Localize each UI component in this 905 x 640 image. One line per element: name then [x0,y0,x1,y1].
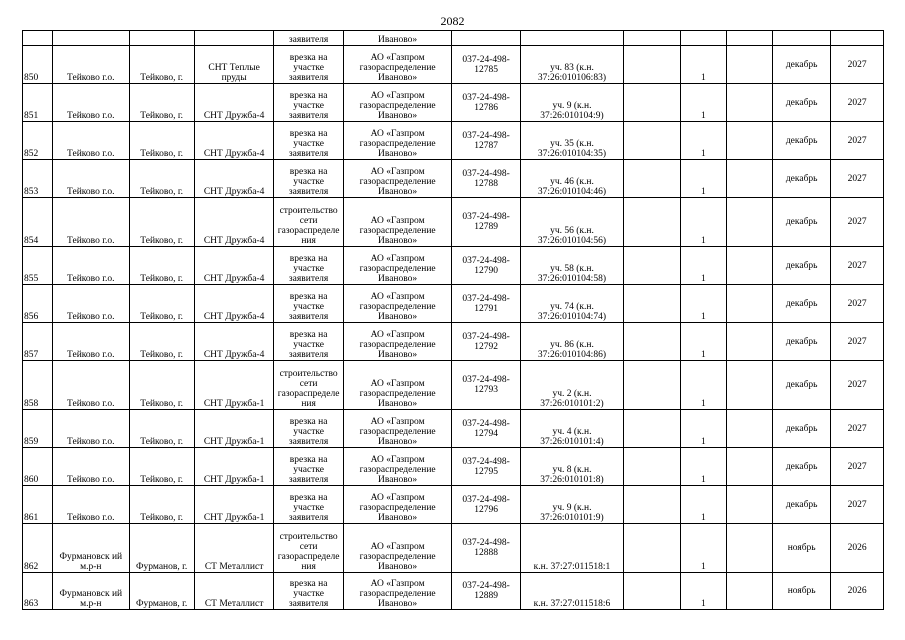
cell-plot: уч. 35 (к.н. 37:26:010104:35) [520,122,623,160]
cell-code: 037-24-498-12789 [452,198,520,247]
cell-empty [726,410,773,448]
cell-locality: Тейково, г. [129,486,194,524]
cell-municipality: Тейково г.о. [53,285,130,323]
cell-work-type: заявителя [274,31,343,46]
cell-municipality: Тейково г.о. [53,410,130,448]
page-number: 2082 [440,14,465,28]
table-row [23,198,884,247]
table-row [23,46,884,84]
cell-work-type: врезка на участке заявителя [274,323,343,361]
cell-organization: АО «Газпром газораспределение Иваново» [343,247,452,285]
cell-empty [726,486,773,524]
cell-month: декабрь [773,46,831,84]
cell-code: 037-24-498-12788 [452,160,520,198]
cell-plot: уч. 83 (к.н. 37:26:010106:83) [520,46,623,84]
cell-count: 1 [681,285,727,323]
cell-month: декабрь [773,84,831,122]
cell-number: 850 [23,46,53,84]
cell-code: 037-24-498-12793 [452,361,520,410]
cell-empty [726,46,773,84]
cell-year: 2027 [831,122,884,160]
cell-empty [726,573,773,610]
cell-empty [624,323,681,361]
cell-code: 037-24-498-12786 [452,84,520,122]
cell-plot: уч. 86 (к.н. 37:26:010104:86) [520,323,623,361]
cell-locality: Тейково, г. [129,361,194,410]
cell-empty [726,285,773,323]
cell-organization: АО «Газпром газораспределение Иваново» [343,84,452,122]
cell-count: 1 [681,573,727,610]
table-row [23,361,884,410]
cell-locality: Тейково, г. [129,84,194,122]
cell-organization: АО «Газпром газораспределение Иваново» [343,122,452,160]
cell-object: СТ Металлист [194,524,274,573]
cell-municipality: Фурмановск ий м.р-н [53,573,130,610]
cell-month: декабрь [773,323,831,361]
cell-count: 1 [681,486,727,524]
cell-code: 037-24-498-12791 [452,285,520,323]
cell-organization: АО «Газпром газораспределение Иваново» [343,46,452,84]
cell-year: 2027 [831,361,884,410]
cell-empty [726,160,773,198]
cell-organization: АО «Газпром газораспределение Иваново» [343,410,452,448]
table-row [23,573,884,610]
cell-empty [624,361,681,410]
cell-number: 854 [23,198,53,247]
cell-month: декабрь [773,285,831,323]
cell-count: 1 [681,46,727,84]
cell-month: декабрь [773,448,831,486]
cell-count: 1 [681,84,727,122]
cell-empty [624,448,681,486]
cell-code: 037-24-498-12796 [452,486,520,524]
cell-locality: Тейково, г. [129,122,194,160]
table-row [23,122,884,160]
cell-empty [726,361,773,410]
cell-empty [726,323,773,361]
cell-work-type: врезка на участке заявителя [274,247,343,285]
cell-year: 2026 [831,573,884,610]
cell-empty [726,247,773,285]
registry-table [22,30,884,610]
cell-work-type: врезка на участке заявителя [274,573,343,610]
cell-plot: уч. 74 (к.н. 37:26:010104:74) [520,285,623,323]
cell-year: 2027 [831,448,884,486]
cell-month: ноябрь [773,524,831,573]
cell-locality: Тейково, г. [129,160,194,198]
cell-work-type: врезка на участке заявителя [274,122,343,160]
cell-plot: уч. 58 (к.н. 37:26:010104:58) [520,247,623,285]
cell-empty [624,486,681,524]
table-row [23,323,884,361]
cell-organization: АО «Газпром газораспределение Иваново» [343,448,452,486]
cell-number: 852 [23,122,53,160]
cell-empty [726,122,773,160]
cell-count: 1 [681,448,727,486]
cell-month: декабрь [773,486,831,524]
cell-code: 037-24-498-12790 [452,247,520,285]
cell-plot: уч. 2 (к.н. 37:26:010101:2) [520,361,623,410]
cell-number: 860 [23,448,53,486]
cell-empty [624,573,681,610]
cell-work-type: врезка на участке заявителя [274,410,343,448]
cell-plot: уч. 4 (к.н. 37:26:010101:4) [520,410,623,448]
cell-work-type: врезка на участке заявителя [274,448,343,486]
cell-year: 2027 [831,323,884,361]
cell-object: СНТ Дружба-1 [194,410,274,448]
cell-municipality: Тейково г.о. [53,84,130,122]
cell-municipality: Тейково г.о. [53,486,130,524]
cell-empty [624,122,681,160]
cell-municipality: Тейково г.о. [53,198,130,247]
cell-year: 2027 [831,486,884,524]
cell-object: СНТ Дружба-4 [194,84,274,122]
cell-empty [726,448,773,486]
table-row [23,448,884,486]
cell-code: 037-24-498-12889 [452,573,520,610]
cell-object: СНТ Теплые пруды [194,46,274,84]
cell-organization: АО «Газпром газораспределение Иваново» [343,524,452,573]
cell-work-type: врезка на участке заявителя [274,46,343,84]
cell-code: 037-24-498-12795 [452,448,520,486]
cell-empty [624,84,681,122]
cell-municipality: Тейково г.о. [53,247,130,285]
cell-code: 037-24-498-12787 [452,122,520,160]
cell-organization: АО «Газпром газораспределение Иваново» [343,573,452,610]
cell-work-type: строительство сети газораспределе ния [274,524,343,573]
cell-month: декабрь [773,160,831,198]
cell-empty [726,524,773,573]
cell-plot: уч. 9 (к.н. 37:26:010104:9) [520,84,623,122]
cell-month: декабрь [773,247,831,285]
cell-year: 2027 [831,84,884,122]
cell-municipality: Тейково г.о. [53,448,130,486]
cell-number: 855 [23,247,53,285]
cell-count: 1 [681,198,727,247]
cell-locality: Тейково, г. [129,198,194,247]
cell-month: декабрь [773,361,831,410]
table-row [23,160,884,198]
cell-year: 2026 [831,524,884,573]
cell-month: ноябрь [773,573,831,610]
cell-number: 858 [23,361,53,410]
cell-empty [726,198,773,247]
cell-locality: Фурманов, г. [129,573,194,610]
cell-object: СНТ Дружба-4 [194,285,274,323]
cell-count: 1 [681,247,727,285]
cell-empty [624,46,681,84]
cell-plot: уч. 56 (к.н. 37:26:010104:56) [520,198,623,247]
cell-empty [726,84,773,122]
cell-empty [624,524,681,573]
cell-work-type: строительство сети газораспределе ния [274,198,343,247]
cell-organization: АО «Газпром газораспределение Иваново» [343,323,452,361]
cell-month: декабрь [773,410,831,448]
cell-object: СНТ Дружба-1 [194,486,274,524]
cell-plot: уч. 46 (к.н. 37:26:010104:46) [520,160,623,198]
cell-plot: уч. 9 (к.н. 37:26:010101:9) [520,486,623,524]
cell-organization: АО «Газпром газораспределение Иваново» [343,160,452,198]
cell-municipality: Фурмановск ий м.р-н [53,524,130,573]
cell-number: 853 [23,160,53,198]
cell-object: СНТ Дружба-4 [194,323,274,361]
cell-locality: Тейково, г. [129,285,194,323]
cell-locality: Тейково, г. [129,247,194,285]
cell-count: 1 [681,361,727,410]
cell-organization: АО «Газпром газораспределение Иваново» [343,486,452,524]
cell-work-type: врезка на участке заявителя [274,84,343,122]
table-row [23,486,884,524]
cell-organization: АО «Газпром газораспределение Иваново» [343,285,452,323]
cell-work-type: врезка на участке заявителя [274,486,343,524]
cell-count: 1 [681,524,727,573]
cell-code: 037-24-498-12794 [452,410,520,448]
cell-object: СНТ Дружба-4 [194,122,274,160]
cell-work-type: врезка на участке заявителя [274,285,343,323]
cell-number: 857 [23,323,53,361]
cell-work-type: врезка на участке заявителя [274,160,343,198]
cell-empty [624,410,681,448]
cell-locality: Тейково, г. [129,46,194,84]
cell-year: 2027 [831,160,884,198]
table-row-continuation [23,31,884,46]
cell-plot: уч. 8 (к.н. 37:26:010101:8) [520,448,623,486]
table-row [23,285,884,323]
cell-empty [624,198,681,247]
cell-object: СНТ Дружба-4 [194,247,274,285]
cell-empty [624,247,681,285]
cell-municipality: Тейково г.о. [53,323,130,361]
cell-object: СНТ Дружба-1 [194,361,274,410]
cell-year: 2027 [831,198,884,247]
cell-locality: Тейково, г. [129,410,194,448]
cell-code: 037-24-498-12888 [452,524,520,573]
cell-plot: к.н. 37:27:011518:1 [520,524,623,573]
cell-count: 1 [681,122,727,160]
cell-municipality: Тейково г.о. [53,160,130,198]
cell-municipality: Тейково г.о. [53,361,130,410]
table-row [23,410,884,448]
cell-organization: Иваново» [343,31,452,46]
cell-month: декабрь [773,122,831,160]
cell-number: 851 [23,84,53,122]
cell-municipality: Тейково г.о. [53,46,130,84]
cell-number: 859 [23,410,53,448]
cell-municipality: Тейково г.о. [53,122,130,160]
cell-organization: АО «Газпром газораспределение Иваново» [343,361,452,410]
cell-plot: к.н. 37:27:011518:6 [520,573,623,610]
cell-number: 862 [23,524,53,573]
table-row [23,247,884,285]
cell-count: 1 [681,160,727,198]
cell-object: СНТ Дружба-4 [194,160,274,198]
cell-year: 2027 [831,410,884,448]
cell-object: СНТ Дружба-4 [194,198,274,247]
cell-object: СТ Металлист [194,573,274,610]
table-row [23,84,884,122]
cell-work-type: строительство сети газораспределе ния [274,361,343,410]
cell-number: 861 [23,486,53,524]
cell-empty [624,160,681,198]
cell-number: 863 [23,573,53,610]
cell-object: СНТ Дружба-1 [194,448,274,486]
cell-code: 037-24-498-12792 [452,323,520,361]
cell-number: 856 [23,285,53,323]
table-row [23,524,884,573]
cell-locality: Фурманов, г. [129,524,194,573]
cell-empty [624,285,681,323]
cell-locality: Тейково, г. [129,323,194,361]
cell-month: декабрь [773,198,831,247]
cell-count: 1 [681,410,727,448]
cell-year: 2027 [831,247,884,285]
cell-year: 2027 [831,285,884,323]
cell-locality: Тейково, г. [129,448,194,486]
cell-count: 1 [681,323,727,361]
cell-year: 2027 [831,46,884,84]
cell-code: 037-24-498-12785 [452,46,520,84]
cell-organization: АО «Газпром газораспределение Иваново» [343,198,452,247]
